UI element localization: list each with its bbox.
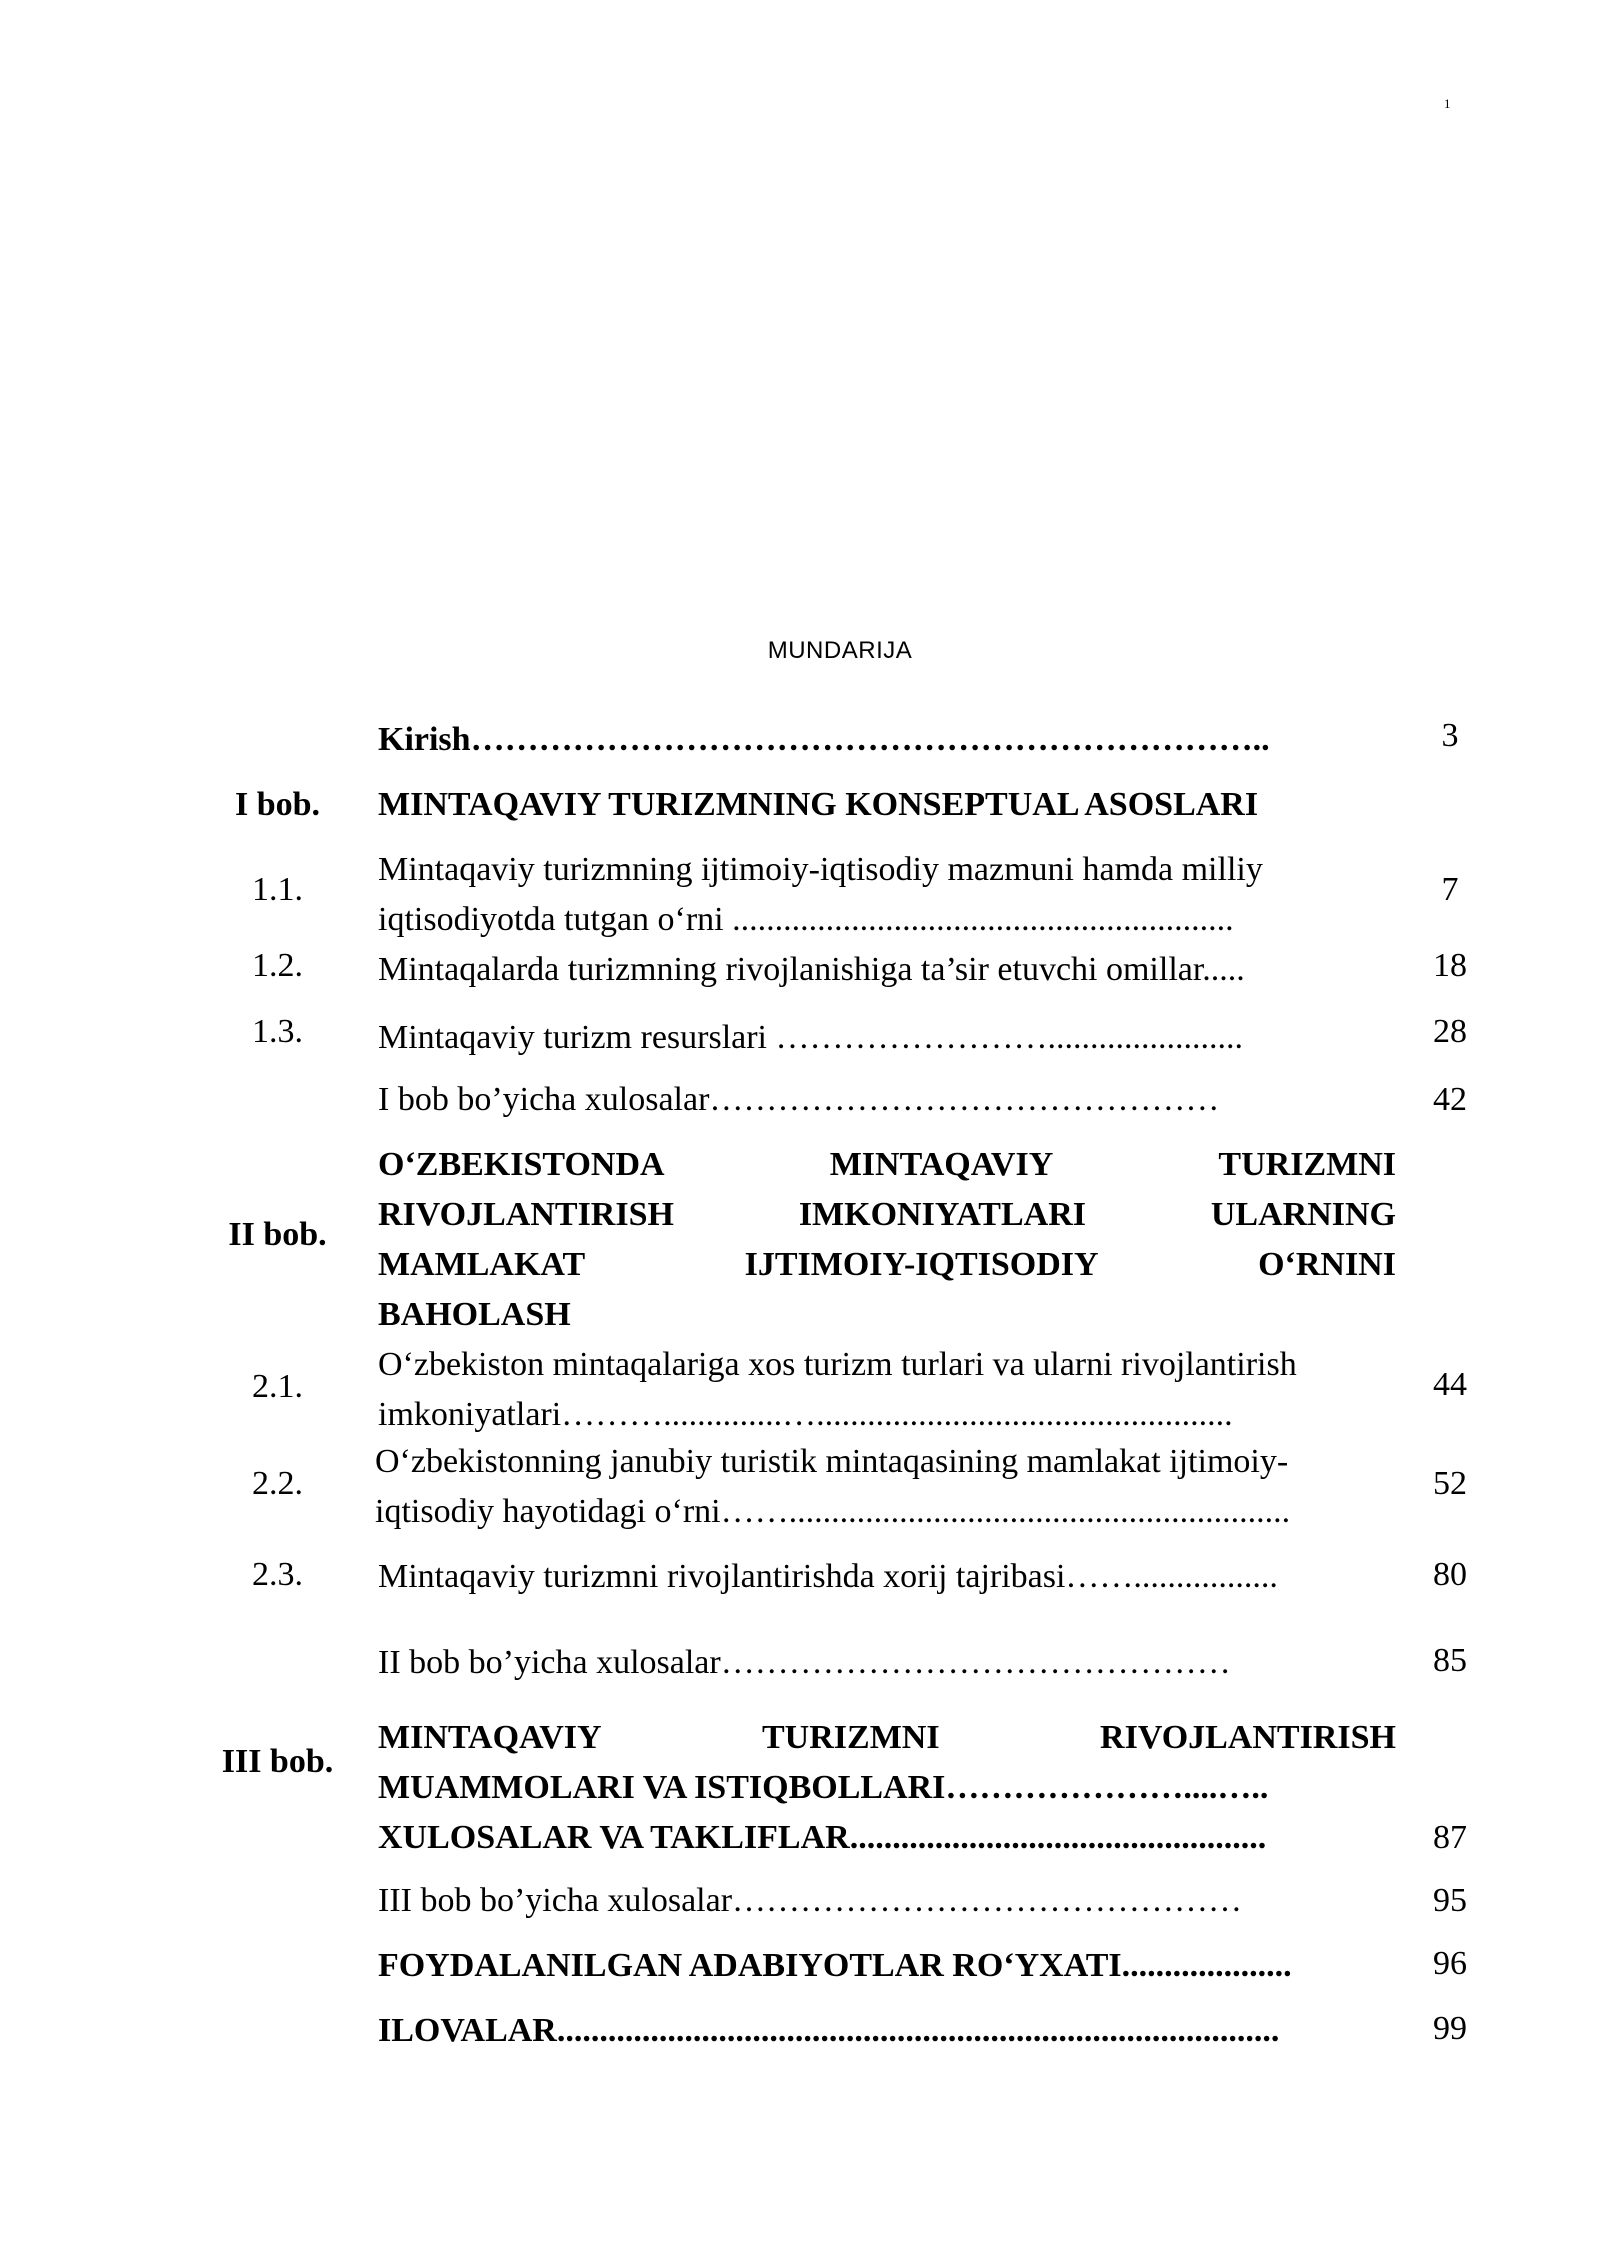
toc-entry-text bbox=[378, 715, 1400, 765]
toc-line: I bob bo’yicha xulosalar……………………………………… bbox=[378, 1081, 1220, 1118]
toc-section-label: 1.2. bbox=[252, 947, 303, 984]
toc-line: Mintaqaviy turizmni rivojlantirishda xorij tajribasi……................. bbox=[378, 1558, 1278, 1595]
toc-word: MINTAQAVIY bbox=[829, 1146, 1054, 1183]
toc-word: TURIZMNI bbox=[762, 1719, 940, 1756]
toc-line: XULOSALAR VA TAKLIFLAR................................................. bbox=[378, 1819, 1267, 1856]
toc-word: RIVOJLANTIRISH bbox=[378, 1196, 674, 1233]
toc-page-number: 42 bbox=[1433, 1081, 1467, 1118]
toc-page-number: 18 bbox=[1433, 947, 1467, 984]
toc-line: ILOVALAR..................................................................................... bbox=[378, 2012, 1280, 2049]
toc-entry-text bbox=[378, 1941, 1400, 1991]
toc-line bbox=[378, 1713, 1396, 1763]
toc-line bbox=[378, 1190, 1396, 1240]
toc-word: OʻZBEKISTONDA bbox=[378, 1146, 665, 1183]
toc-page-number: 52 bbox=[1433, 1465, 1467, 1502]
toc-line: III bob bo’yicha xulosalar……………………………………… bbox=[378, 1882, 1243, 1919]
toc-word: IJTIMOIY-IQTISODIY bbox=[744, 1246, 1099, 1283]
toc-entry-text bbox=[378, 2006, 1400, 2056]
toc-chapter-label: II bob. bbox=[228, 1216, 327, 1253]
toc-line: Mintaqaviy turizm resurslari ……………………....................... bbox=[378, 1019, 1244, 1056]
toc-line: Mintaqalarda turizmning rivojlanishiga ta’sir etuvchi omillar..... bbox=[378, 951, 1245, 988]
toc-entry-text bbox=[378, 1075, 1400, 1125]
toc-line: iqtisodiyotda tutgan oʻrni ........................................................... bbox=[378, 901, 1234, 938]
toc-line: BAHOLASH bbox=[378, 1296, 571, 1333]
toc-chapter-label: I bob. bbox=[234, 786, 321, 823]
toc-entry-text bbox=[378, 1876, 1400, 1926]
toc-entry-text bbox=[375, 1437, 1397, 1537]
toc-entry-text bbox=[378, 1013, 1400, 1063]
toc-page-number: 85 bbox=[1433, 1642, 1467, 1679]
toc-line: imkoniyatlari………..............…................................................. bbox=[378, 1396, 1233, 1433]
toc-entry-text bbox=[378, 1713, 1396, 1813]
toc-word: MINTAQAVIY bbox=[378, 1719, 602, 1756]
toc-line: iqtisodiy hayotidagi oʻrni……........................................................... bbox=[375, 1493, 1291, 1530]
toc-page-number: 80 bbox=[1433, 1556, 1467, 1593]
page-number: 1 bbox=[1444, 96, 1451, 111]
toc-page-number: 87 bbox=[1433, 1819, 1467, 1856]
toc-page-number: 3 bbox=[1441, 717, 1459, 754]
toc-entry-text bbox=[378, 945, 1400, 995]
toc-entry-text bbox=[378, 1638, 1400, 1688]
toc-line: FOYDALANILGAN ADABIYOTLAR ROʻYXATI.................... bbox=[378, 1947, 1292, 1984]
toc-line: Mintaqaviy turizmning ijtimoiy-iqtisodiy mazmuni hamda milliy bbox=[378, 851, 1263, 888]
toc-section-label: 1.3. bbox=[252, 1013, 303, 1050]
toc-entry-text bbox=[378, 1140, 1396, 1340]
toc-section-label: 1.1. bbox=[252, 871, 303, 908]
toc-line: Oʻzbekiston mintaqalariga xos turizm turlari va ularni rivojlantirish bbox=[378, 1346, 1297, 1383]
toc-section-label: 2.3. bbox=[252, 1556, 303, 1593]
toc-line: Oʻzbekistonning janubiy turistik mintaqasining mamlakat ijtimoiy- bbox=[375, 1443, 1289, 1480]
toc-page-number: 44 bbox=[1433, 1366, 1467, 1403]
toc-page-number: 96 bbox=[1433, 1945, 1467, 1982]
toc-line: MUAMMOLARI VA ISTIQBOLLARI…………………....….. bbox=[378, 1769, 1269, 1806]
toc-line bbox=[378, 1140, 1396, 1190]
toc-line: II bob bo’yicha xulosalar……………………………………… bbox=[378, 1644, 1231, 1681]
toc-word: IMKONIYATLARI bbox=[798, 1196, 1086, 1233]
toc-entry-text bbox=[378, 1813, 1400, 1863]
toc-chapter-label: III bob. bbox=[221, 1743, 334, 1780]
toc-line: MINTAQAVIY TURIZMNING KONSEPTUAL ASOSLARI bbox=[378, 786, 1259, 823]
toc-entry-text bbox=[378, 1552, 1400, 1602]
toc-word: OʻRNINI bbox=[1258, 1246, 1396, 1283]
toc-page-number: 99 bbox=[1433, 2010, 1467, 2047]
toc-line: Kirish…………………………………………………………….. bbox=[378, 721, 1270, 758]
toc-entry-text bbox=[378, 1340, 1400, 1440]
toc-line bbox=[378, 1240, 1396, 1290]
toc-page-number: 28 bbox=[1433, 1013, 1467, 1050]
toc-section-label: 2.1. bbox=[252, 1368, 303, 1405]
toc-title: MUNDARIJA bbox=[767, 637, 913, 664]
toc-entry-text bbox=[378, 845, 1400, 945]
toc-page-number: 7 bbox=[1441, 871, 1459, 908]
toc-entry-text bbox=[378, 780, 1400, 830]
toc-page-number: 95 bbox=[1433, 1882, 1467, 1919]
toc-word: MAMLAKAT bbox=[378, 1246, 586, 1283]
toc-word: ULARNING bbox=[1210, 1196, 1396, 1233]
toc-section-label: 2.2. bbox=[252, 1465, 303, 1502]
toc-word: RIVOJLANTIRISH bbox=[1100, 1719, 1396, 1756]
toc-word: TURIZMNI bbox=[1218, 1146, 1396, 1183]
